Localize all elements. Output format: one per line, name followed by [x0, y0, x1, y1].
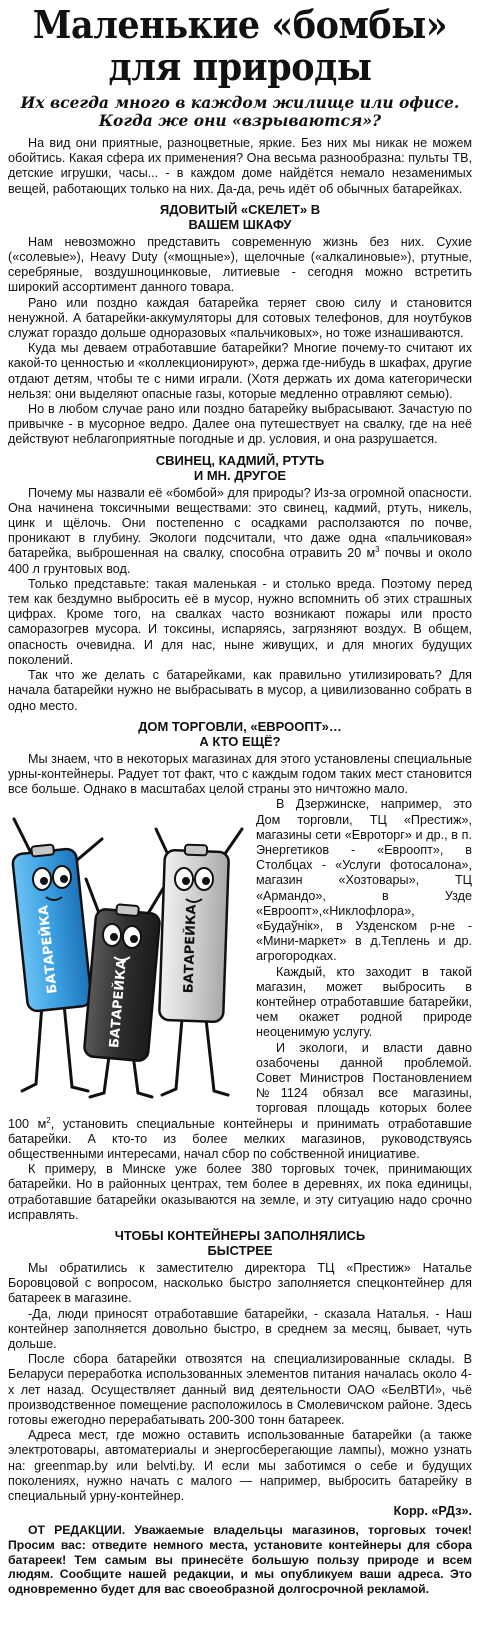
section-heading-stores — [8, 719, 472, 749]
paragraph: Так что же делать с батарейками, как правильно утилизировать? Для начала батарейки нужно не выбрасывать в мусор, а цивилизованно собрать в одно место. — [8, 668, 472, 713]
paragraph — [8, 486, 472, 577]
author-signature: Корр. «РДз». — [393, 1504, 472, 1519]
paragraph: -Да, люди приносят отработавшие батарейки, - сказала Наталья. - Наш контейнер заполняется довольно быстро, в среднем за месяц, бывает, чуть дольше. — [8, 1306, 472, 1352]
editor-note: ОТ РЕДАКЦИИ. Уважаемые владельцы магазинов, торговых точек! Просим вас: отведите немного места, установите контейнеры для сбора батареек! Тем самым вы принесёте большую пользу природе и всем людям. Сообщите нашей редакции, и мы опубликуем ваши адреса. Это одновременно будет для вас своеобразной долгосрочной рекламой. — [8, 1523, 472, 1596]
paragraph: Только представьте: такая маленькая - и столько вреда. Поэтому перед тем как бездумно выбросить её в мусор, нужно вспомнить об этих страшных цифрах. Кроме того, на свалках часто возникают пожары или просто саморазогрев мусора. И токсины, испаряясь, загрязняют воздух. В общем, опасность очевидна. И для нас, ныне живущих, и для многих будущих поколений. — [8, 576, 472, 667]
heading-line: БЫСТРЕЕ — [207, 1243, 273, 1258]
battery-label: БАТАРЕЙКА — [36, 904, 61, 995]
section-heading-skeleton — [8, 202, 472, 232]
battery-label: БАТАРЕЙКА — [107, 959, 130, 1049]
paragraph: Адреса мест, где можно оставить использованные батарейки (а также электротовары, автоматериалы и энергосберегающие лампы), можно узнать на: greenmap.by или belvti.by. И если мы заботимся о себе и будущих поколениях, нужно начать с малого — например, выбросить батарейку в специальный урну-контейнер. — [8, 1428, 472, 1504]
heading-line: И МН. ДРУГОЕ — [193, 467, 287, 483]
heading-line: СВИНЕЦ, КАДМИЙ, РТУТЬ — [155, 452, 325, 468]
article-subtitle — [8, 94, 472, 130]
paragraph: В Дзержинске, например, это Дом торговли, ТЦ «Престиж», магазины сети «Евроторг» и др., в п. Энергетиков - «Евроопт», в Столбцах - «Услуги фотосалона», магазин «Хозтовары», ТЦ «Армандо», в Узде «Евроопт»,«Никлофлора», «Будаўнік», в Узденском р-не - «Мини-маркет» в д.Теплень и др. агрогородках. — [256, 797, 472, 964]
battery-blue — [12, 845, 92, 1012]
paragraph: Мы знаем, что в некоторых магазинах для этого установлены специальные урны-контейнеры. Радует тот факт, что с каждым годом таких мест становится все больше. Однако в масштабах целой страны это ничтожно мало. — [8, 751, 472, 797]
text-run: Почему мы назвали её «бомбой» для природы? Из-за огромной опасности. Она начинена токсичными веществами: это свинец, кадмий, ртуть, никель, цинк и щёлочь. Они постепенно с осадками расползаются по почве, проникают в глубину. Экологи подсчитали, что даже одна «пальчиковая» батарейка, выброшенная на свалку, способна отравить 20 м — [8, 485, 472, 561]
title-line-2: для природы — [108, 44, 372, 89]
superscript: 3 — [375, 545, 380, 555]
section-heading-lead — [8, 453, 472, 483]
battery-cartoon-illustration — [6, 799, 250, 1101]
paragraph: Нам невозможно представить современную жизнь без них. Сухие («солевые»), Heavy Duty («мощные»), щелочные («алкалиновые»), ртутные, серебряные, воздушноцинковые, литиевые - сегодня можно встретить широкий ассортимент данного товара. — [8, 234, 472, 295]
heading-line: ЧТОБЫ КОНТЕЙНЕРЫ ЗАПОЛНЯЛИСЬ — [114, 1228, 366, 1243]
text-run: почвы и около 400 л грунтовых вод. — [8, 546, 473, 576]
battery-grey — [159, 845, 229, 1022]
heading-line: А КТО ЕЩЁ? — [199, 733, 281, 749]
paragraph: Куда мы деваем отработавшие батарейки? Многие почему-то считают их какой-то ценностью и «коллекционируют», держа где-нибудь в шкафах, другие отдают детям, чтобы те с ними играли. (Хотя держать их дома категорически нельзя: они выделяют опасные газы, которые медленно отравляют семью). — [8, 341, 472, 401]
paragraph: После сбора батарейки отвозятся на специализированные склады. В Беларуси переработка использованных элементов питания началась около 4-х лет назад. Осуществляет данный вид деятельности ОАО «БелВТИ», чьё производственное помещение расположилось в Смолевичском районе. Здесь готовы ежегодно перерабатывать 200-300 тонн батареек. — [8, 1352, 472, 1428]
article-title — [27, 4, 454, 88]
intro-paragraph: На вид они приятные, разноцветные, яркие. Без них мы никак не можем обойтись. Какая сфера их применения? Она весьма разнообразна: пульты ТВ, детские игрушки, часы... - в каждом доме найдётся немало незаменимых вещей, работающих только на них. Да-да, речь идёт об обычных батарейках. — [8, 136, 472, 196]
paragraph: Но в любом случае рано или поздно батарейку выбрасывают. Зачастую по привычке - в мусорное ведро. Далее она путешествует на свалку, где на неё действуют неблагоприятные погодные и др. условия, и она разрушается. — [8, 402, 472, 447]
text-run: И экологи, и власти давно озабочены данной проблемой. Совет Министров Постановлением №1124 обязал все магазины, торговая площадь которых более 100 м — [8, 1040, 472, 1131]
article — [8, 0, 472, 1596]
paragraph: Каждый, кто заходит в такой магазин, может выбросить в контейнер отработавшие батарейки, чем окажет родной природе неоценимую услугу. — [256, 964, 472, 1040]
title-line-1: Маленькие «бомбы» — [32, 2, 448, 47]
text-run: , установить специальные контейнеры и принимать отработавшие батарейки. А кто-то из более мелких магазинов, руководствуясь общественными интересами, начал сбор по собственной инициативе. — [8, 1116, 472, 1161]
heading-line: ЯДОВИТЫЙ «СКЕЛЕТ» В — [159, 201, 321, 217]
paragraph: К примеру, в Минске уже более 380 торговых точек, принимающих батарейки. Но в районных центрах, тем более в деревнях, их пока единицы, отработавшие батарейки оказываются на земле, и эту ситуацию надо срочно исправлять. — [8, 1162, 472, 1222]
battery-label: БАТАРЕЙКА — [181, 904, 200, 994]
subtitle-line-1: Их всегда много в каждом жилище или офисе. — [20, 93, 460, 112]
subtitle-line-2: Когда же они «взрываются»? — [98, 111, 382, 130]
paragraph: Рано или поздно каждая батарейка теряет свою силу и становится ненужной. А батарейки-аккумуляторы для сотовых телефонов, для ноутбуков служат гораздо дольше одноразовых «пальчиковых», но тоже изнашиваются. — [8, 295, 472, 341]
section-heading-containers — [8, 1228, 472, 1258]
paragraph: Мы обратились к заместителю директора ТЦ «Престиж» Наталье Боровцовой с вопросом, насколько быстро заполняется спецконтейнер для батареек в магазине. — [8, 1261, 472, 1306]
battery-dark — [84, 905, 161, 1062]
heading-line: ДОМ ТОРГОВЛИ, «ЕВРООПТ»… — [138, 718, 342, 734]
superscript: 2 — [46, 1115, 51, 1125]
heading-line: ВАШЕМ ШКАФУ — [188, 216, 292, 232]
